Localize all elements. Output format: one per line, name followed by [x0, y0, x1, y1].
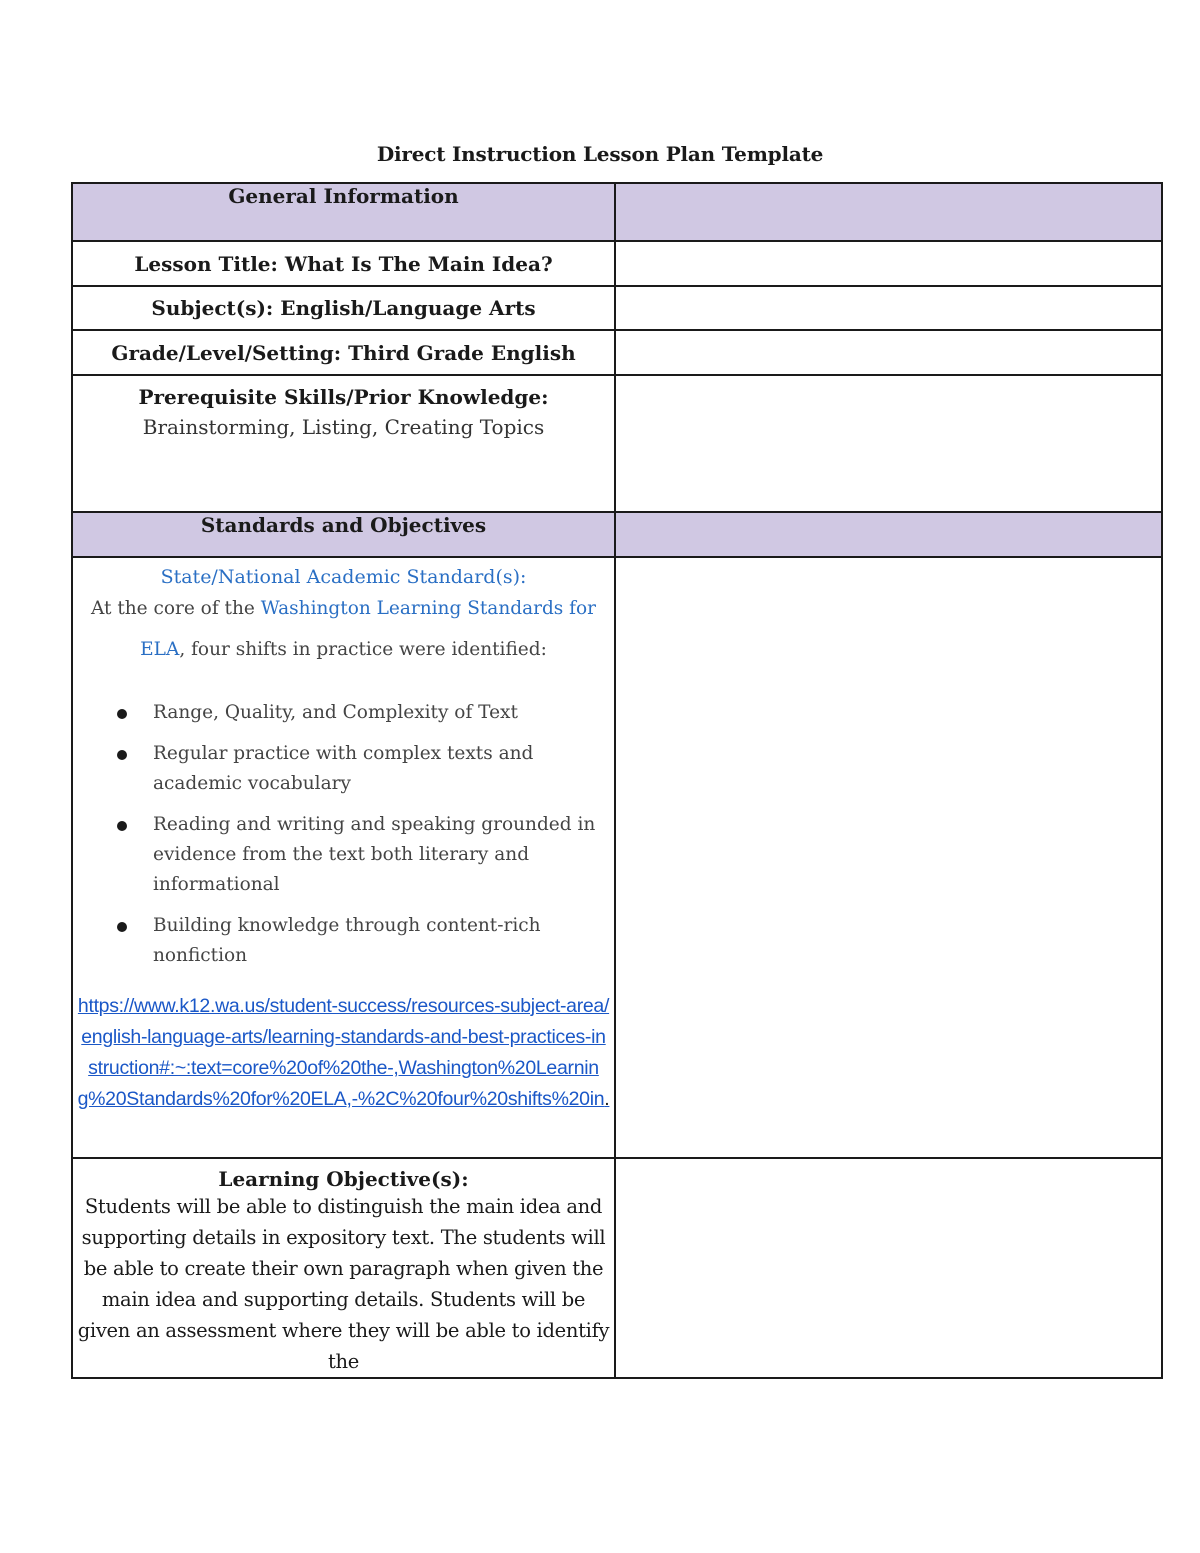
subjects-notes [615, 286, 1162, 330]
prerequisite-row [72, 375, 1162, 512]
lesson-title-row [72, 241, 1162, 286]
list-item [111, 911, 610, 971]
grade-level-setting: Grade/Level/Setting: Third Grade English [72, 330, 615, 375]
objectives-notes [615, 1158, 1162, 1378]
prerequisite-label: Prerequisite Skills/Prior Knowledge: [138, 385, 549, 409]
general-information-header-row [72, 183, 1162, 241]
standards-intro-after: , four shifts in practice were identified: [179, 639, 547, 660]
objectives-cell [72, 1158, 615, 1378]
standards-header-row [72, 512, 1162, 557]
list-item [111, 739, 610, 799]
lesson-title-notes [615, 241, 1162, 286]
objectives-text: Students will be able to distinguish the main idea and supporting details in expository text. The students will be able to create their own paragraph when given the main idea and supporting details. Students will be given an assessment where they will be able to identify the [77, 1195, 610, 1373]
list-item [111, 698, 610, 728]
bullet-icon [117, 709, 127, 719]
list-item [111, 810, 610, 900]
shift-text: Reading and writing and speaking grounded in evidence from the text both literary and informational [153, 814, 596, 895]
general-information-header-blank [615, 183, 1162, 241]
standards-cell [72, 557, 615, 1158]
washington-standards-link[interactable]: Washington Learning Standards for ELA [140, 598, 597, 660]
subjects: Subject(s): English/Language Arts [72, 286, 615, 330]
standards-header: Standards and Objectives [72, 512, 615, 557]
shifts-list [111, 698, 610, 971]
standards-url-period: . [604, 1088, 610, 1110]
standards-row [72, 557, 1162, 1158]
objectives-label: Learning Objective(s): [218, 1167, 469, 1191]
lesson-title: Lesson Title: What Is The Main Idea? [72, 241, 615, 286]
general-information-header: General Information [72, 183, 615, 241]
prerequisite-notes [615, 375, 1162, 512]
standards-label: State/National Academic Standard(s): [160, 566, 527, 588]
bullet-icon [117, 922, 127, 932]
standards-intro [81, 588, 606, 670]
subjects-row [72, 286, 1162, 330]
bullet-icon [117, 821, 127, 831]
standards-url-block [77, 991, 610, 1115]
standards-header-blank [615, 512, 1162, 557]
lesson-plan-table [71, 182, 1163, 1379]
prerequisite-cell [72, 375, 615, 512]
standards-url-link[interactable]: https://www.k12.wa.us/student-success/resources-subject-area/english-language-arts/learning-standards-and-best-practices-instruction#:~:text=core%20of%20the-,Washington%20Learning%20Standards%20for%20ELA,-%2C%20four%20shifts%20in [77, 995, 610, 1110]
grade-notes [615, 330, 1162, 375]
grade-row [72, 330, 1162, 375]
standards-notes [615, 557, 1162, 1158]
prerequisite-value: Brainstorming, Listing, Creating Topics [142, 415, 545, 439]
shift-text: Regular practice with complex texts and academic vocabulary [153, 743, 534, 794]
objectives-row [72, 1158, 1162, 1378]
standards-intro-before: At the core of the [90, 598, 261, 619]
shift-text: Range, Quality, and Complexity of Text [153, 702, 518, 723]
bullet-icon [117, 750, 127, 760]
page-title: Direct Instruction Lesson Plan Template [376, 142, 824, 166]
shift-text: Building knowledge through content-rich nonfiction [153, 915, 541, 966]
